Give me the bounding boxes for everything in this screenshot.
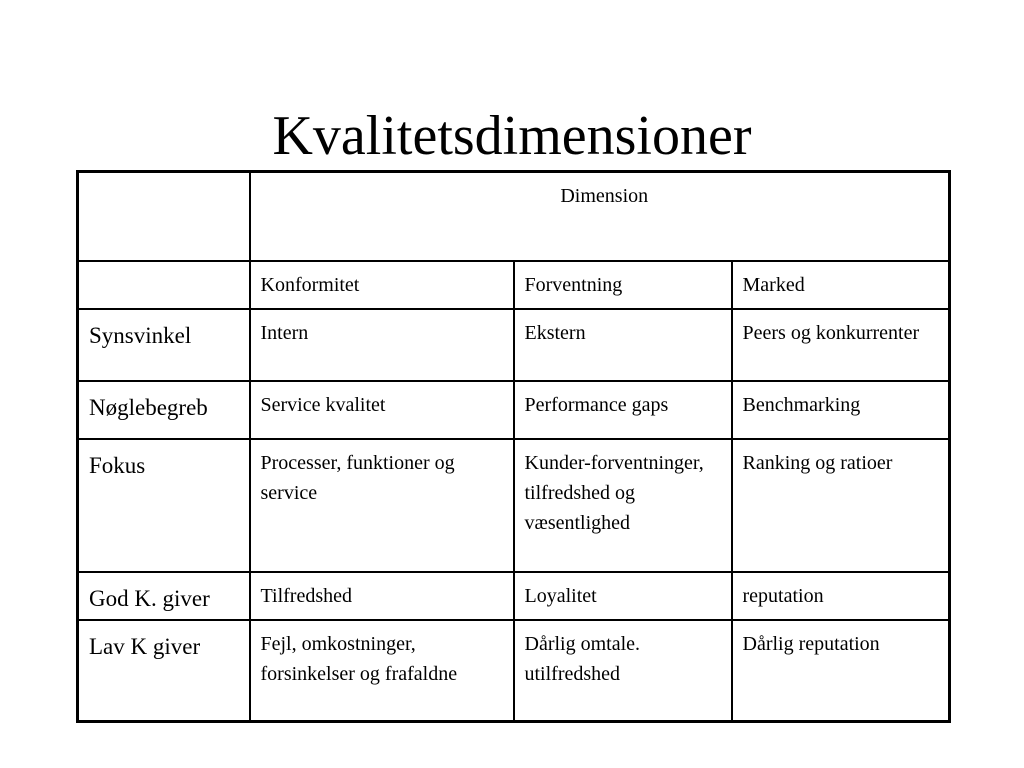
row-label-synsvinkel: Synsvinkel	[78, 309, 250, 381]
column-header-forventning: Forventning	[514, 261, 732, 309]
table-row	[78, 572, 950, 620]
table-cell: Peers og konkurrenter	[732, 309, 950, 381]
table-cell: Benchmarking	[732, 381, 950, 439]
table-row	[78, 309, 950, 381]
dimension-header-cell: Dimension	[250, 172, 950, 261]
table-cell: Dårlig reputation	[732, 620, 950, 722]
column-header-konformitet: Konformitet	[250, 261, 514, 309]
table-cell: Kunder-forventninger, tilfredshed og væsentlighed	[514, 439, 732, 572]
row-label-lav-k-giver: Lav K giver	[78, 620, 250, 722]
table-header-row	[78, 172, 950, 261]
row-label-god-k-giver: God K. giver	[78, 572, 250, 620]
column-header-marked: Marked	[732, 261, 950, 309]
table-cell: Processer, funktioner og service	[250, 439, 514, 572]
table-cell: Performance gaps	[514, 381, 732, 439]
empty-corner-cell	[78, 172, 250, 261]
table-cell: Fejl, omkostninger, forsinkelser og frafaldne	[250, 620, 514, 722]
table-cell: Loyalitet	[514, 572, 732, 620]
table-row	[78, 381, 950, 439]
table-cell: Tilfredshed	[250, 572, 514, 620]
table-cell: reputation	[732, 572, 950, 620]
quality-dimensions-table	[76, 170, 951, 723]
table-cell: Intern	[250, 309, 514, 381]
empty-row-label-cell	[78, 261, 250, 309]
table-cell: Dårlig omtale. utilfredshed	[514, 620, 732, 722]
table-cell: Ranking og ratioer	[732, 439, 950, 572]
table-row	[78, 439, 950, 572]
row-label-fokus: Fokus	[78, 439, 250, 572]
column-header-row	[78, 261, 950, 309]
table-row	[78, 620, 950, 722]
table-cell: Service kvalitet	[250, 381, 514, 439]
row-label-noeglebegreb: Nøglebegreb	[78, 381, 250, 439]
slide-title: Kvalitetsdimensioner	[272, 105, 752, 167]
table-cell: Ekstern	[514, 309, 732, 381]
